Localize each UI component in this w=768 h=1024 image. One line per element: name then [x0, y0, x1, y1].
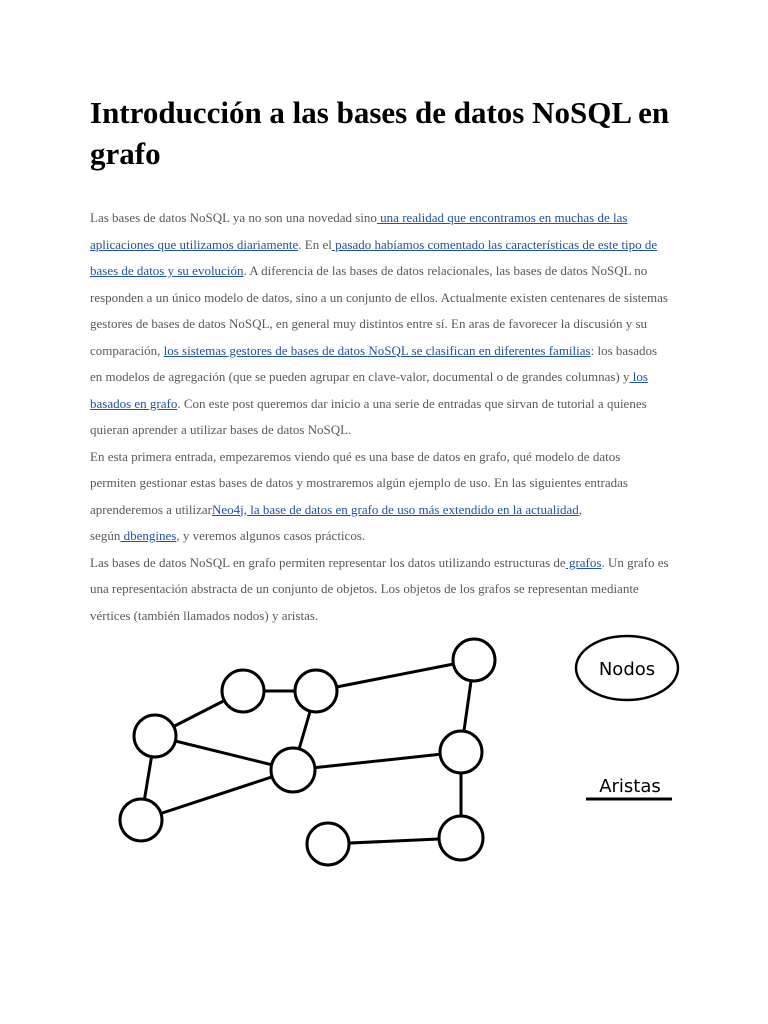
link-pasado[interactable]: pasado habíamos comentado las características de este tipo de: [331, 236, 658, 252]
text-line: vértices (también llamados nodos) y aristas.: [90, 607, 319, 623]
text-run: aprenderemos a utilizar: [90, 501, 212, 517]
text-run: Las bases de datos NoSQL ya no son una novedad sino: [90, 210, 377, 225]
text-line: [90, 338, 690, 365]
graph-edge: [141, 770, 293, 820]
text-line: [90, 523, 690, 550]
graph-node: [440, 731, 482, 773]
graph-edge: [293, 752, 461, 770]
legend-edges-label: Aristas: [599, 776, 661, 797]
text-line: [90, 391, 690, 418]
graph-node: [120, 799, 162, 841]
graph-node: [134, 715, 176, 757]
link-realidad[interactable]: una realidad que encontramos en muchas de las: [376, 210, 628, 225]
paragraph-intro: [90, 205, 690, 444]
text-run: , y veremos algunos casos prácticos.: [176, 528, 366, 543]
graph-nodes: [120, 639, 495, 865]
text-line: gestores de bases de datos NoSQL, en general muy distintos entre sí. En aras de favorecer la discusión y su: [90, 316, 648, 331]
text-line: [90, 497, 690, 524]
graph-node: [271, 748, 315, 792]
article-body: [90, 205, 690, 629]
text-run: ,: [578, 501, 583, 517]
text-run: . Un grafo es: [601, 554, 669, 570]
link-grafos[interactable]: grafos: [565, 554, 602, 570]
text-run: en modelos de agregación (que se pueden agrupar en clave-valor, documental o de grandes columnas) y: [90, 369, 630, 384]
link-dbengines[interactable]: dbengines: [120, 528, 177, 543]
text-line: [90, 258, 690, 285]
link-evolucion[interactable]: bases de datos y su evolución: [90, 263, 244, 278]
text-run: . En el: [298, 236, 332, 252]
link-aplicaciones[interactable]: aplicaciones que utilizamos diariamente: [90, 236, 299, 252]
text-line: [90, 232, 690, 259]
title-line-2: grafo: [90, 136, 161, 171]
text-run: comparación,: [90, 342, 164, 358]
graph-node: [439, 816, 483, 860]
link-base-datos-grafo[interactable]: , la base de datos en grafo de uso más extendido en la actualidad: [243, 501, 579, 517]
article-title: [90, 92, 690, 174]
text-run: : los basados: [590, 342, 658, 358]
graph-node: [222, 670, 264, 712]
paragraph-first-entry: [90, 444, 690, 550]
paragraph-graph-definition: [90, 550, 690, 630]
text-line: [90, 364, 690, 391]
text-line: quieran aprender a utilizar bases de datos NoSQL.: [90, 422, 352, 437]
title-line-1: Introducción a las bases de datos NoSQL en: [90, 95, 670, 130]
link-familias[interactable]: los sistemas gestores de bases de datos NoSQL se clasifican en diferentes familias: [163, 342, 591, 358]
graph-node: [307, 823, 349, 865]
graph-node: [295, 670, 337, 712]
text-line: En esta primera entrada, empezaremos viendo qué es una base de datos en grafo, qué modelo de datos: [90, 448, 621, 464]
link-los-basados-start[interactable]: los: [629, 369, 648, 384]
link-neo4j[interactable]: Neo4j: [212, 501, 244, 517]
text-line: permiten gestionar estas bases de datos y mostraremos algún ejemplo de uso. En las siguientes entradas: [90, 475, 628, 490]
text-line: una representación abstracta de un conjunto de objetos. Los objetos de los grafos se representan mediante: [90, 581, 639, 596]
text-line: responden a un único modelo de datos, sino a un conjunto de ellos. Actualmente existen centenares de sistemas: [90, 289, 668, 305]
text-line: [90, 205, 690, 232]
text-run: Las bases de datos NoSQL en grafo permiten representar los datos utilizando estructuras de: [90, 554, 566, 570]
text-run: . A diferencia de las bases de datos relacionales, las bases de datos NoSQL no: [243, 263, 648, 278]
graph-edge: [316, 660, 474, 691]
text-run: . Con este post queremos dar inicio a una serie de entradas que sirvan de tutorial a quienes: [177, 395, 647, 411]
link-basados-en-grafo[interactable]: basados en grafo: [90, 395, 178, 411]
text-run: según: [90, 528, 121, 543]
legend-nodes-label: Nodos: [598, 659, 656, 680]
text-line: [90, 550, 690, 577]
graph-diagram: [0, 630, 768, 890]
graph-node: [453, 639, 495, 681]
